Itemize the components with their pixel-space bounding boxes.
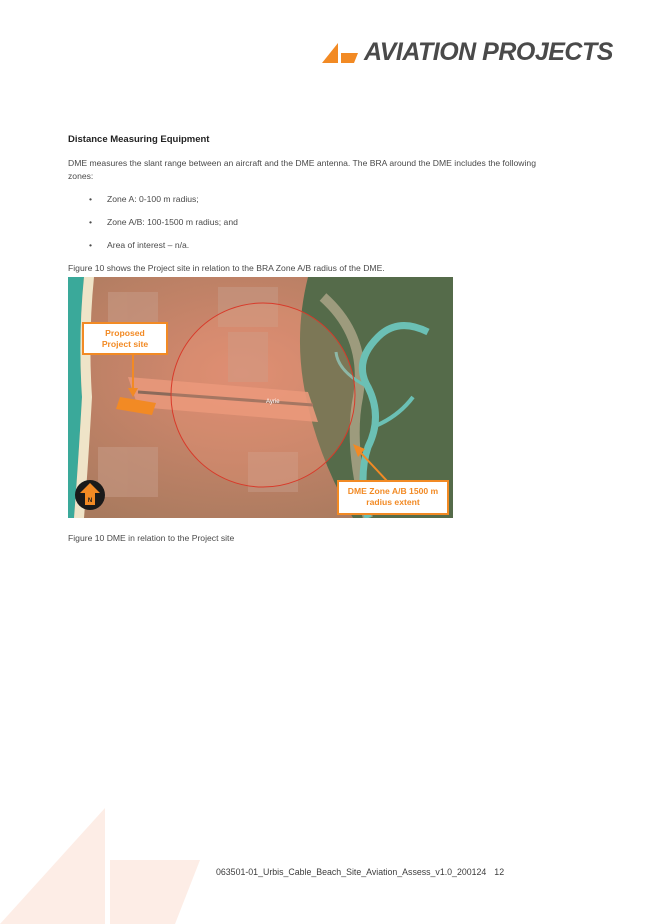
company-logo [322, 38, 613, 66]
bullet-icon: • [89, 240, 93, 250]
dme-zone-circle [171, 303, 355, 487]
list-item [68, 239, 538, 252]
intro-paragraph: DME measures the slant range between an aircraft and the DME antenna. The BRA around the DME includes the following zones: [68, 158, 536, 181]
list-item-text: Area of interest – n/a. [107, 240, 190, 250]
aerial-map-figure [68, 277, 453, 518]
document-id: 063501-01_Urbis_Cable_Beach_Site_Aviation_Assess_v1.0_200124 [216, 867, 487, 877]
section-heading: Distance Measuring Equipment [68, 134, 210, 145]
runway-tag: Ayrie [266, 399, 280, 405]
north-label: N [87, 498, 93, 504]
dme-zone-label: DME Zone A/B 1500 m radius extent [337, 480, 449, 515]
figure-caption: Figure 10 DME in relation to the Project site [68, 533, 235, 543]
list-item [68, 193, 538, 206]
section-body [68, 134, 538, 285]
logo-mark-icon [322, 41, 358, 63]
list-item-text: Zone A: 0-100 m radius; [107, 194, 199, 204]
page-number: 12 [494, 867, 505, 877]
list-item-text: Zone A/B: 100-1500 m radius; and [107, 217, 238, 227]
logo-text: AVIATION PROJECTS [364, 38, 613, 66]
bullet-icon: • [89, 194, 93, 204]
figure-reference: Figure 10 shows the Project site in relation to the BRA Zone A/B radius of the DME. [68, 263, 385, 273]
zone-list [68, 193, 538, 252]
page-footer [216, 867, 504, 877]
project-site-label: Proposed Project site [82, 322, 168, 355]
bullet-icon: • [89, 217, 93, 227]
watermark-logo [0, 790, 220, 924]
list-item [68, 216, 538, 229]
